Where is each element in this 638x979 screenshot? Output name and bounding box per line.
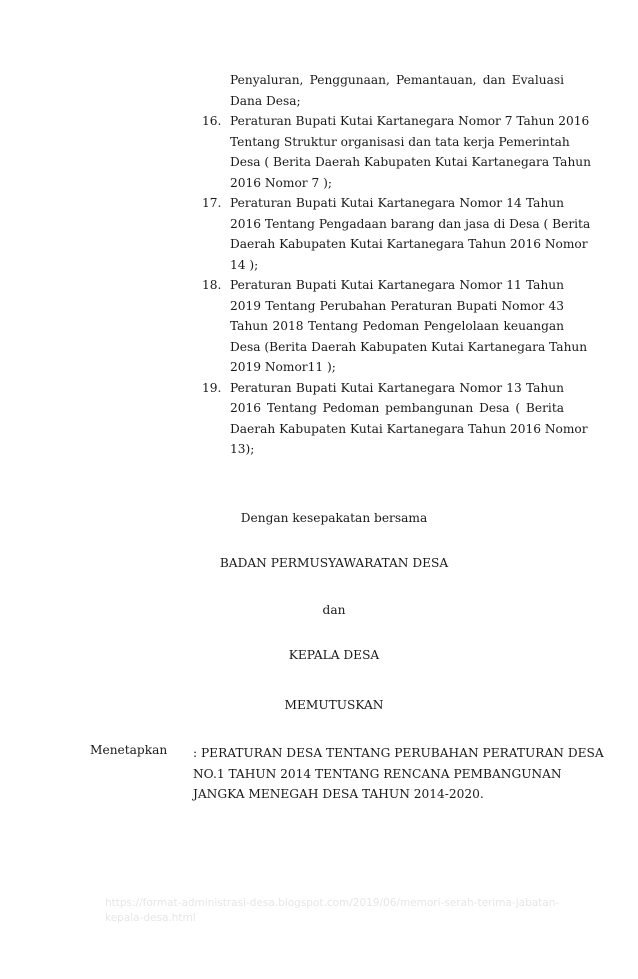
list-continuation <box>198 70 564 111</box>
item-number: 17. <box>202 196 222 210</box>
decision-heading: MEMUTUSKAN <box>284 698 384 712</box>
text-line: Daerah Kabupaten Kutai Kartanegara Tahun 2016 Nomor <box>230 421 588 436</box>
text-line: 13); <box>230 442 255 456</box>
item-number: 16. <box>202 114 222 128</box>
menetapkan-label: Menetapkan <box>90 743 168 757</box>
text-line: 2016 Nomor 7 ); <box>230 175 332 190</box>
list-item <box>198 193 591 275</box>
text-line: : PERATURAN DESA TENTANG PERUBAHAN PERATURAN DESA <box>193 746 604 760</box>
text-line: Desa ( Berita Daerah Kabupaten Kutai Kartanegara Tahun <box>230 155 591 169</box>
watermark-url: https://format-administrasi-desa.blogspot.com/2019/06/memori-serah-terima-jabatan-kepala-desa.html <box>105 897 560 924</box>
list-item <box>198 111 591 193</box>
item-number: 18. <box>202 278 222 292</box>
item-number: 19. <box>202 380 222 395</box>
text-line: Penyaluran, Penggunaan, Pemantauan, dan Evaluasi <box>230 73 564 87</box>
menetapkan-text <box>193 743 604 805</box>
text-line: Desa (Berita Daerah Kabupaten Kutai Kartanegara Tahun <box>230 339 588 354</box>
text-line: Daerah Kabupaten Kutai Kartanegara Tahun 2016 Nomor <box>230 237 588 251</box>
text-line: Dana Desa; <box>230 93 301 108</box>
regulation-list <box>198 70 591 460</box>
text-line: NO.1 TAHUN 2014 TENTANG RENCANA PEMBANGUNAN <box>193 766 562 781</box>
conjunction-text: dan <box>322 603 346 617</box>
text-line: Peraturan Bupati Kutai Kartanegara Nomor 11 Tahun <box>230 278 564 292</box>
text-line: Tahun 2018 Tentang Pedoman Pengelolaan keuangan <box>230 319 564 333</box>
text-line: Tentang Struktur organisasi dan tata kerja Pemerintah <box>230 134 570 149</box>
agreement-line: Dengan kesepakatan bersama <box>240 511 428 525</box>
text-line: Peraturan Bupati Kutai Kartanegara Nomor 7 Tahun 2016 <box>230 114 590 128</box>
text-line: Peraturan Bupati Kutai Kartanegara Nomor 13 Tahun <box>230 380 564 395</box>
text-line: JANGKA MENEGAH DESA TAHUN 2014-2020. <box>193 787 484 801</box>
text-line: 14 ); <box>230 257 259 272</box>
text-line: 2016 Tentang Pengadaan barang dan jasa di Desa ( Berita <box>230 216 591 231</box>
list-item <box>198 378 588 460</box>
bpd-heading: BADAN PERMUSYAWARATAN DESA <box>219 556 449 570</box>
text-line: 2019 Nomor11 ); <box>230 360 336 374</box>
text-line: Peraturan Bupati Kutai Kartanegara Nomor 14 Tahun <box>230 196 564 210</box>
text-line: 2016 Tentang Pedoman pembangunan Desa ( Berita <box>230 401 564 415</box>
list-item <box>198 275 588 378</box>
kepala-desa-heading: KEPALA DESA <box>288 648 380 662</box>
text-line: 2019 Tentang Perubahan Peraturan Bupati Nomor 43 <box>230 298 564 313</box>
